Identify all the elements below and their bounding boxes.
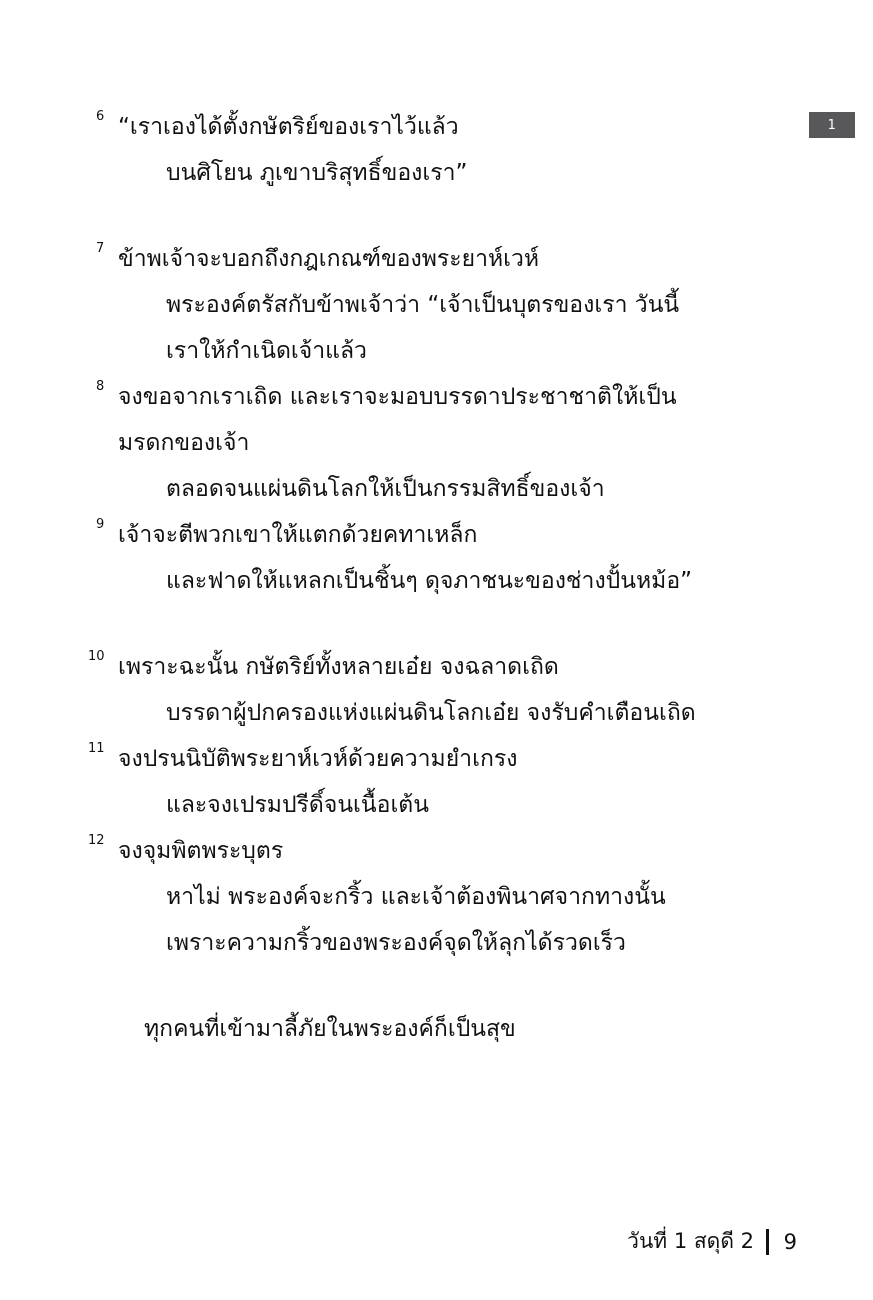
verse-number: 8 (96, 379, 105, 394)
verse-line (96, 104, 798, 150)
verse-line (118, 874, 798, 920)
verse-text: เราให้กำเนิดเจ้าแล้ว (166, 338, 367, 364)
verse-line (118, 328, 798, 374)
verse-text: จงจุมพิตพระบุตร (118, 838, 284, 864)
verse-number: 11 (88, 741, 105, 756)
verse-text: ตลอดจนแผ่นดินโลกให้เป็นกรรมสิทธิ์ของเจ้า (166, 476, 605, 502)
verse-text: และจงเปรมปรีดิ์จนเนื้อเต้น (166, 792, 429, 818)
verse-line (118, 920, 798, 966)
verse-line (118, 150, 798, 196)
stanza-gap (118, 196, 798, 236)
verse-line (118, 558, 798, 604)
footer-reference: วันที่ 1 สดุดี 2 (627, 1229, 754, 1253)
verse-block-11 (88, 736, 798, 828)
verse-text: หาไม่ พระองค์จะกริ้ว และเจ้าต้องพินาศจากทางนั้น (166, 884, 666, 910)
closing-line (118, 1006, 798, 1052)
verse-block-12 (88, 828, 798, 966)
closing-text: ทุกคนที่เข้ามาลี้ภัยในพระองค์ก็เป็นสุข (144, 1016, 516, 1042)
verse-text: เจ้าจะตีพวกเขาให้แตกด้วยคทาเหล็ก (118, 522, 478, 548)
verse-text: พระองค์ตรัสกับข้าพเจ้าว่า “เจ้าเป็นบุตรของเรา วันนี้ (166, 292, 680, 318)
verse-line (88, 736, 798, 782)
verse-text: บรรดาผู้ปกครองแห่งแผ่นดินโลกเอ๋ย จงรับคำเตือนเถิด (166, 700, 696, 726)
verse-text: “เราเองได้ตั้งกษัตริย์ของเราไว้แล้ว (118, 114, 459, 140)
verse-block-9 (96, 512, 798, 604)
page-footer (627, 1225, 797, 1258)
stanza-gap (118, 966, 798, 1006)
verse-line (96, 236, 798, 282)
verse-block-7 (96, 236, 798, 374)
footer-divider (766, 1229, 769, 1255)
verse-block-8 (96, 374, 798, 512)
verse-line (118, 282, 798, 328)
verse-number: 10 (88, 649, 105, 664)
verse-line (118, 782, 798, 828)
verse-number: 9 (96, 517, 105, 532)
verse-text: เพราะความกริ้วของพระองค์จุดให้ลุกได้รวดเร็ว (166, 930, 626, 956)
verse-text: และฟาดให้แหลกเป็นชิ้นๆ ดุจภาชนะของช่างปั้นหม้อ” (166, 568, 693, 594)
verse-text: มรดกของเจ้า (118, 430, 250, 456)
verse-number: 6 (96, 109, 105, 124)
verse-line (118, 420, 798, 466)
verse-text: ข้าพเจ้าจะบอกถึงกฎเกณฑ์ของพระยาห์เวห์ (118, 246, 540, 272)
verse-block-6 (96, 104, 798, 196)
verse-block-10 (88, 644, 798, 736)
verse-text: จงขอจากเราเถิด และเราจะมอบบรรดาประชาชาติให้เป็น (118, 384, 677, 410)
footer-page-number: 9 (783, 1229, 797, 1254)
scripture-body (88, 104, 798, 1052)
stanza-gap (118, 604, 798, 644)
page-tab (809, 112, 855, 138)
page-tab-number: 1 (827, 117, 837, 133)
verse-line (96, 512, 798, 558)
verse-line (88, 828, 798, 874)
verse-number: 7 (96, 241, 105, 256)
verse-line (88, 644, 798, 690)
verse-line (118, 466, 798, 512)
verse-text: บนศิโยน ภูเขาบริสุทธิ์ของเรา” (166, 160, 468, 186)
verse-line (118, 690, 798, 736)
verse-text: เพราะฉะนั้น กษัตริย์ทั้งหลายเอ๋ย จงฉลาดเถิด (118, 654, 559, 680)
verse-number: 12 (88, 833, 105, 848)
verse-line (96, 374, 798, 420)
verse-text: จงปรนนิบัติพระยาห์เวห์ด้วยความยำเกรง (118, 746, 518, 772)
